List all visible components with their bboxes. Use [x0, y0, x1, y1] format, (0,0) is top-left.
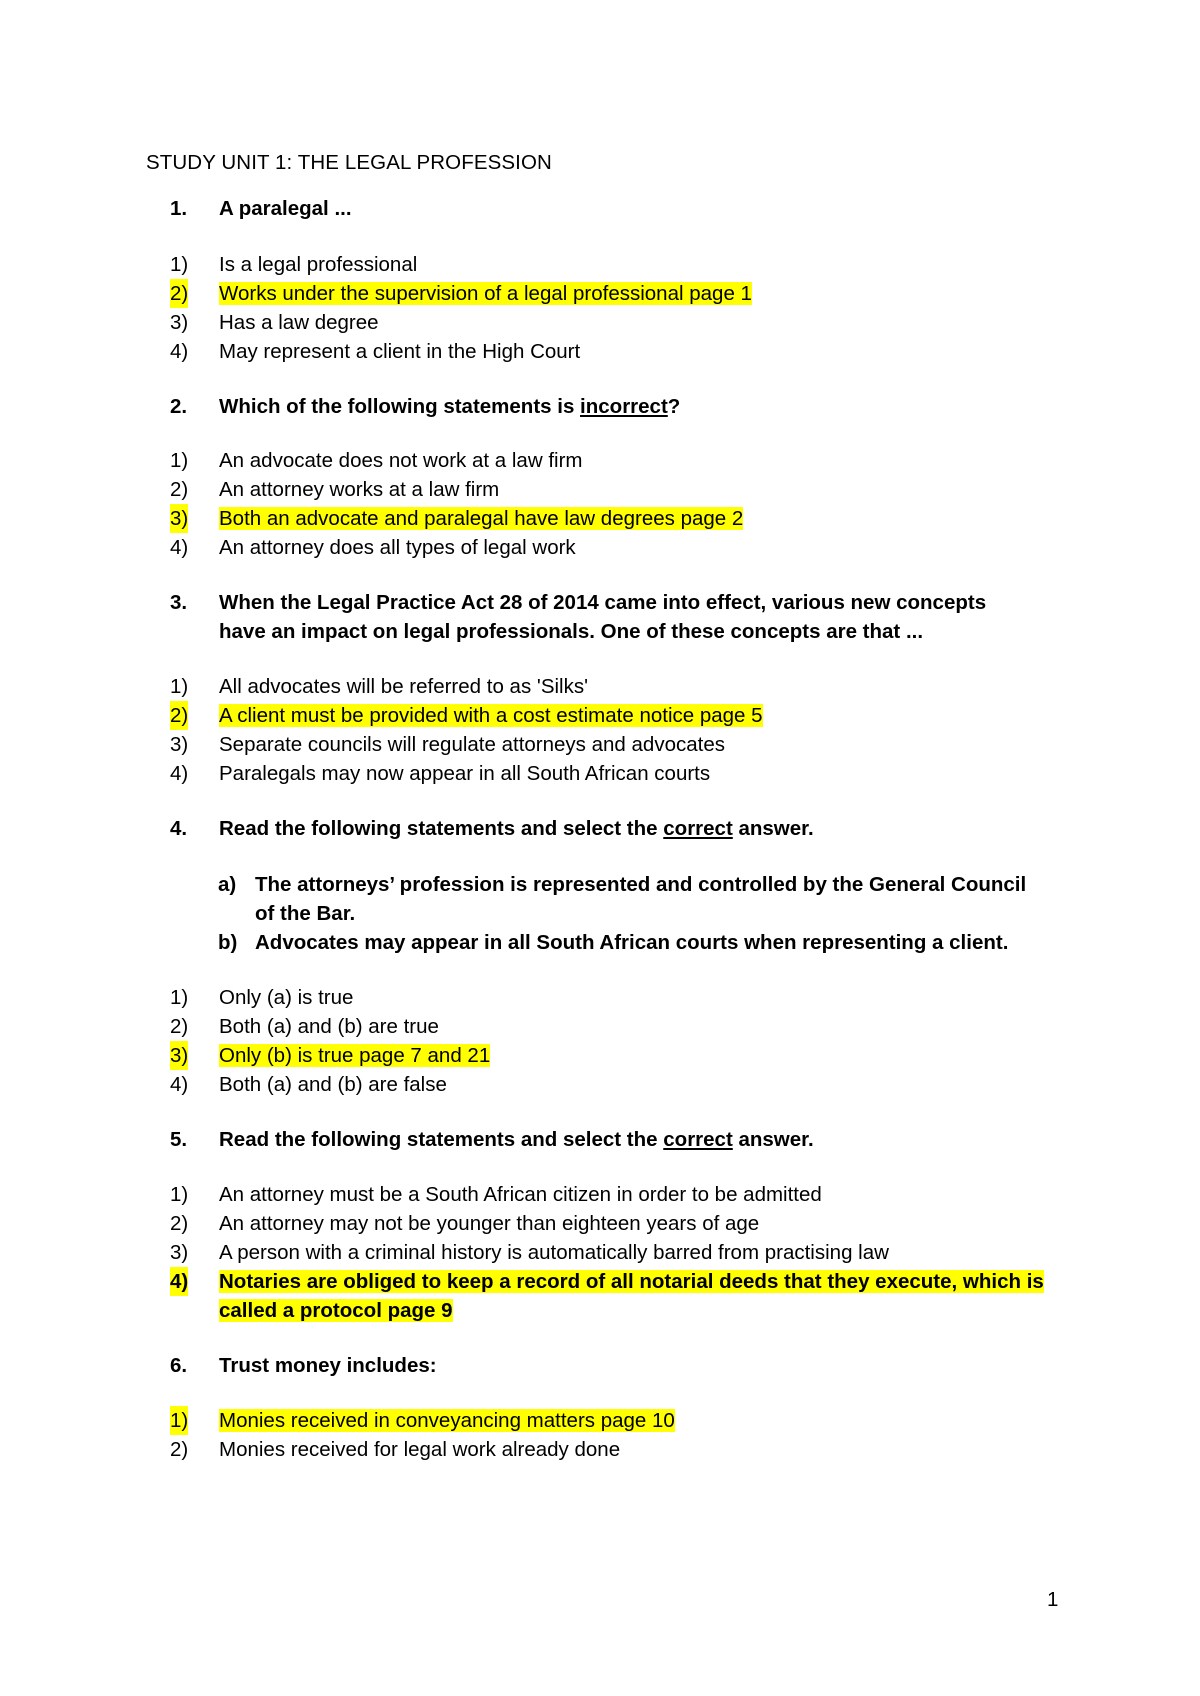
option-text-highlighted: A client must be provided with a cost estimate notice page 5 — [219, 704, 763, 727]
option-5-2 — [146, 1209, 1066, 1238]
question-6 — [146, 1351, 1066, 1380]
option-number: 3) — [170, 1041, 188, 1070]
option-4-3 — [146, 1041, 1066, 1070]
option-3-3 — [146, 730, 1066, 759]
question-text-end: answer. — [732, 817, 814, 840]
question-text-line-2: have an impact on legal professionals. One of these concepts are that ... — [219, 620, 924, 643]
option-1-3 — [146, 308, 1066, 337]
option-number: 3) — [170, 1241, 189, 1264]
question-5 — [146, 1125, 1066, 1154]
option-number: 4) — [170, 340, 189, 363]
question-text: Read the following statements and select the — [219, 1128, 664, 1151]
page-number: 1 — [1047, 1588, 1059, 1611]
statement-label: b) — [218, 931, 238, 954]
statement-text-line-1: The attorneys’ profession is represented and controlled by the General Council — [255, 873, 1027, 896]
option-number: 2) — [170, 478, 189, 501]
option-text: An attorney does all types of legal work — [219, 536, 576, 559]
option-3-1 — [146, 672, 1066, 701]
question-number: 1. — [170, 197, 188, 220]
option-4-1 — [146, 983, 1066, 1012]
option-2-1 — [146, 446, 1066, 475]
option-number: 1) — [170, 986, 189, 1009]
question-emphasis: correct — [663, 1128, 733, 1151]
question-emphasis: incorrect — [580, 395, 668, 418]
option-number: 2) — [170, 1212, 189, 1235]
option-text: Separate councils will regulate attorneys and advocates — [219, 733, 725, 756]
option-2-3 — [146, 504, 1066, 533]
option-number: 1) — [170, 253, 189, 276]
statement-text: Advocates may appear in all South African courts when representing a client. — [255, 931, 1009, 954]
option-number: 4) — [170, 536, 189, 559]
option-text: Paralegals may now appear in all South African courts — [219, 762, 711, 785]
option-number: 2) — [170, 279, 188, 308]
question-2 — [146, 392, 1066, 421]
option-1-1 — [146, 250, 1066, 279]
option-text: All advocates will be referred to as 'Silks' — [219, 675, 589, 698]
option-6-2 — [146, 1435, 1066, 1464]
option-number: 1) — [170, 1406, 188, 1435]
question-text: Trust money includes: — [219, 1354, 437, 1377]
option-number: 1) — [170, 675, 189, 698]
option-text: A person with a criminal history is automatically barred from practising law — [219, 1241, 889, 1264]
option-5-1 — [146, 1180, 1066, 1209]
question-1 — [146, 194, 1066, 223]
option-text: Monies received for legal work already done — [219, 1438, 621, 1461]
option-text: An attorney may not be younger than eighteen years of age — [219, 1212, 760, 1235]
option-2-4 — [146, 533, 1066, 562]
option-text: An attorney works at a law firm — [219, 478, 500, 501]
option-3-4 — [146, 759, 1066, 788]
question-number: 2. — [170, 395, 188, 418]
question-number: 3. — [170, 591, 188, 614]
option-text-highlighted: Monies received in conveyancing matters page 10 — [219, 1409, 675, 1432]
option-text: Is a legal professional — [219, 253, 418, 276]
option-number: 4) — [170, 1073, 189, 1096]
option-2-2 — [146, 475, 1066, 504]
question-text-end: ? — [667, 395, 681, 418]
option-text-highlighted: Works under the supervision of a legal professional page 1 — [219, 282, 752, 305]
question-text-end: answer. — [732, 1128, 814, 1151]
option-4-4 — [146, 1070, 1066, 1099]
option-3-2 — [146, 701, 1066, 730]
question-4 — [146, 814, 1066, 843]
option-text-highlighted: Only (b) is true page 7 and 21 — [219, 1044, 491, 1067]
option-5-3 — [146, 1238, 1066, 1267]
option-5-4 — [146, 1267, 1066, 1325]
option-number: 4) — [170, 1267, 188, 1296]
statement-a — [218, 870, 1068, 928]
option-text: Only (a) is true — [219, 986, 354, 1009]
option-1-2 — [146, 279, 1066, 308]
option-text: Has a law degree — [219, 311, 379, 334]
question-text: A paralegal ... — [219, 197, 352, 220]
option-number: 2) — [170, 1438, 189, 1461]
option-number: 3) — [170, 733, 189, 756]
option-text: An advocate does not work at a law firm — [219, 449, 583, 472]
option-number: 3) — [170, 504, 188, 533]
option-number: 2) — [170, 1015, 189, 1038]
option-number: 2) — [170, 701, 188, 730]
question-text: Read the following statements and select the — [219, 817, 664, 840]
option-1-4 — [146, 337, 1066, 366]
statement-b — [218, 928, 1068, 957]
option-text: An attorney must be a South African citizen in order to be admitted — [219, 1183, 822, 1206]
statement-label: a) — [218, 873, 237, 896]
question-emphasis: correct — [663, 817, 733, 840]
option-number: 1) — [170, 1183, 189, 1206]
option-text: Both (a) and (b) are false — [219, 1073, 447, 1096]
option-number: 3) — [170, 311, 189, 334]
option-number: 1) — [170, 449, 189, 472]
option-number: 4) — [170, 762, 189, 785]
question-number: 6. — [170, 1354, 188, 1377]
question-number: 4. — [170, 817, 188, 840]
question-3 — [146, 588, 1066, 646]
question-text: Which of the following statements is — [219, 395, 581, 418]
question-number: 5. — [170, 1128, 188, 1151]
option-text-highlighted-line-1: Notaries are obliged to keep a record of all notarial deeds that they execute, which is — [219, 1270, 1044, 1293]
option-text: Both (a) and (b) are true — [219, 1015, 439, 1038]
option-text-highlighted: Both an advocate and paralegal have law degrees page 2 — [219, 507, 744, 530]
option-text-highlighted-line-2: called a protocol page 9 — [219, 1299, 453, 1322]
question-text-line-1: When the Legal Practice Act 28 of 2014 came into effect, various new concepts — [219, 591, 987, 614]
option-6-1 — [146, 1406, 1066, 1435]
statement-text-line-2: of the Bar. — [255, 902, 356, 925]
document-title: STUDY UNIT 1: THE LEGAL PROFESSION — [146, 151, 552, 174]
option-4-2 — [146, 1012, 1066, 1041]
option-text: May represent a client in the High Court — [219, 340, 581, 363]
